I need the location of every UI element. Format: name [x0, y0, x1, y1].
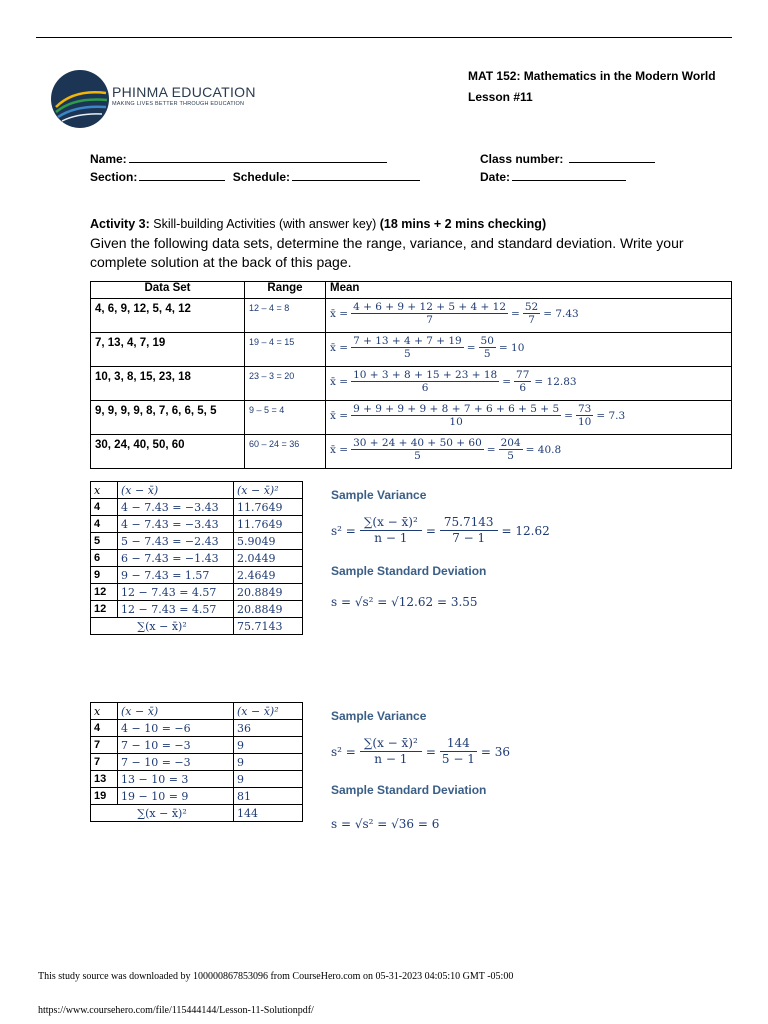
x-cell: 7 — [91, 737, 118, 754]
x-cell: 6 — [91, 550, 118, 567]
variance-num2-2: 144 — [440, 736, 477, 752]
mean-numerator-2: 52 — [524, 301, 539, 313]
dev-table-header — [91, 482, 303, 499]
variance-den2-2: 5 − 1 — [441, 752, 475, 766]
variance-fraction-values-2 — [440, 736, 477, 767]
equals-sign: = — [425, 523, 436, 538]
mean-result: = 10 — [498, 341, 525, 354]
table-row — [91, 499, 303, 516]
sum-label: ∑(x − x̄)² — [91, 618, 234, 635]
course-title: MAT 152: Mathematics in the Modern World — [468, 69, 716, 83]
section-line[interactable] — [139, 169, 225, 181]
sum-row — [91, 618, 303, 635]
date-label: Date: — [480, 170, 511, 184]
mean-fraction-simplified — [479, 335, 496, 360]
x-cell: 12 — [91, 601, 118, 618]
mean-numerator-2: 73 — [577, 403, 592, 415]
deviation-cell: 12 − 7.43 = 4.57 — [118, 601, 234, 618]
mean-fraction — [351, 301, 508, 326]
schedule-label: Schedule: — [232, 170, 291, 184]
mean-result: = 7.3 — [596, 409, 626, 422]
deviation-cell: 4 − 7.43 = −3.43 — [118, 499, 234, 516]
squared-cell: 9 — [234, 771, 303, 788]
date-field — [480, 169, 626, 184]
data-set-cell: 4, 6, 9, 12, 5, 4, 12 — [91, 299, 245, 333]
squared-cell: 9 — [234, 754, 303, 771]
range-cell: 60 – 24 = 36 — [245, 435, 326, 469]
mean-fraction-simplified — [576, 403, 593, 428]
class-number-field — [480, 151, 655, 166]
xbar-symbol: x̄ = — [330, 409, 349, 422]
download-notice: This study source was downloaded by 100000867853096 from CourseHero.com on 05-31-2023 04:05:10 GMT -05:00 — [38, 971, 514, 982]
variance-den-1: n − 1 — [374, 531, 408, 545]
mean-result: = 40.8 — [525, 443, 562, 456]
table-row — [91, 516, 303, 533]
x-cell: 7 — [91, 754, 118, 771]
equals-sign: = — [486, 443, 496, 456]
squared-cell: 11.7649 — [234, 499, 303, 516]
mean-fraction-simplified — [499, 437, 523, 462]
squared-cell: 81 — [234, 788, 303, 805]
mean-numerator-2: 77 — [516, 369, 530, 381]
xbar-symbol: x̄ = — [330, 341, 349, 354]
equals-sign: = — [511, 307, 520, 320]
variance-den2-1: 7 − 1 — [452, 531, 486, 545]
deviation-cell: 4 − 10 = −6 — [118, 720, 234, 737]
sd-title-2: Sample Standard Deviation — [331, 783, 487, 797]
phinma-logo-icon — [50, 67, 110, 131]
range-cell: 19 – 4 = 15 — [245, 333, 326, 367]
header-x: x — [91, 703, 118, 720]
mean-numerator: 7 + 13 + 4 + 7 + 19 — [353, 335, 462, 347]
mean-denominator: 6 — [421, 382, 429, 394]
mean-denominator-2: 5 — [483, 348, 491, 360]
data-set-cell: 7, 13, 4, 7, 19 — [91, 333, 245, 367]
x-cell: 19 — [91, 788, 118, 805]
deviation-cell: 9 − 7.43 = 1.57 — [118, 567, 234, 584]
mean-cell — [326, 367, 732, 401]
lesson-number: Lesson #11 — [468, 90, 533, 104]
deviation-cell: 19 − 10 = 9 — [118, 788, 234, 805]
sd-formula-2: s = √s² = √36 = 6 — [331, 817, 440, 831]
squared-cell: 11.7649 — [234, 516, 303, 533]
x-cell: 4 — [91, 499, 118, 516]
squared-cell: 9 — [234, 737, 303, 754]
header-deviation: (x − x̄) — [118, 703, 234, 720]
x-cell: 9 — [91, 567, 118, 584]
mean-denominator: 10 — [449, 416, 463, 428]
mean-denominator: 5 — [414, 450, 421, 462]
header-squared: (x − x̄)² — [234, 482, 303, 499]
x-cell: 5 — [91, 533, 118, 550]
x-cell: 12 — [91, 584, 118, 601]
variance-den-2: n − 1 — [374, 752, 408, 766]
deviation-table-2 — [90, 702, 303, 822]
deviation-cell: 13 − 10 = 3 — [118, 771, 234, 788]
variance-fraction-2 — [360, 736, 422, 767]
header-range: Range — [245, 282, 326, 299]
x-cell: 4 — [91, 720, 118, 737]
mean-numerator: 30 + 24 + 40 + 50 + 60 — [353, 437, 482, 449]
activity-instructions: Given the following data sets, determine the range, variance, and standard deviation. Write your complete solution at the back of this page. — [90, 235, 684, 270]
mean-fraction — [351, 335, 464, 360]
variance-lhs-1: s² = — [331, 523, 356, 538]
table-row — [91, 435, 732, 469]
variance-num2-1: 75.7143 — [440, 515, 498, 531]
mean-denominator-2: 10 — [577, 416, 592, 428]
section-field — [90, 169, 420, 184]
mean-fraction-simplified — [514, 369, 531, 394]
header-squared: (x − x̄)² — [234, 703, 303, 720]
squared-cell: 20.8849 — [234, 584, 303, 601]
data-set-cell: 10, 3, 8, 15, 23, 18 — [91, 367, 245, 401]
deviation-cell: 5 − 7.43 = −2.43 — [118, 533, 234, 550]
mean-numerator-2: 50 — [480, 335, 494, 347]
mean-result: = 7.43 — [543, 307, 579, 320]
mean-numerator: 4 + 6 + 9 + 12 + 5 + 4 + 12 — [353, 301, 507, 313]
variance-title-2: Sample Variance — [331, 709, 427, 723]
deviation-cell: 4 − 7.43 = −3.43 — [118, 516, 234, 533]
xbar-symbol: x̄ = — [330, 443, 349, 456]
header-data-set: Data Set — [91, 282, 245, 299]
class-number-label: Class number: — [480, 152, 564, 166]
table-row — [91, 771, 303, 788]
variance-formula-1 — [331, 515, 550, 546]
variance-title-1: Sample Variance — [331, 488, 427, 502]
sum-value: 75.7143 — [234, 618, 303, 635]
activity-label: Activity 3: — [90, 217, 150, 231]
equals-sign: = — [564, 409, 573, 422]
mean-cell — [326, 299, 732, 333]
squared-cell: 2.0449 — [234, 550, 303, 567]
table-row — [91, 567, 303, 584]
table-row — [91, 550, 303, 567]
xbar-symbol: x̄ = — [330, 307, 349, 320]
dev-table-header — [91, 703, 303, 720]
squared-cell: 20.8849 — [234, 601, 303, 618]
range-cell: 23 – 3 = 20 — [245, 367, 326, 401]
name-line[interactable] — [129, 151, 387, 163]
deviation-cell: 7 − 10 = −3 — [118, 737, 234, 754]
header-deviation: (x − x̄) — [118, 482, 234, 499]
schedule-line[interactable] — [292, 169, 420, 181]
logo-name: PHINMA EDUCATION — [112, 84, 256, 100]
table-row — [91, 788, 303, 805]
mean-fraction — [351, 369, 499, 394]
table-row — [91, 737, 303, 754]
name-label: Name: — [90, 152, 127, 166]
mean-cell — [326, 401, 732, 435]
mean-denominator-2: 6 — [519, 382, 527, 394]
equals-sign: = — [502, 375, 512, 388]
mean-cell — [326, 435, 732, 469]
table-row — [91, 299, 732, 333]
mean-result: = 12.83 — [534, 375, 577, 388]
range-cell: 9 – 5 = 4 — [245, 401, 326, 435]
x-cell: 13 — [91, 771, 118, 788]
equals-sign: = — [466, 341, 476, 354]
variance-lhs-2: s² = — [331, 744, 356, 759]
section-label: Section: — [90, 170, 138, 184]
name-field — [90, 151, 387, 166]
sum-value: 144 — [234, 805, 303, 822]
equals-sign: = — [425, 744, 436, 759]
mean-denominator: 5 — [404, 348, 411, 360]
mean-denominator-2: 5 — [507, 450, 514, 462]
activity-time: (18 mins + 2 mins checking) — [379, 217, 547, 231]
table-row — [91, 720, 303, 737]
mean-denominator-2: 7 — [528, 314, 535, 326]
variance-result-1: = 12.62 — [501, 523, 550, 538]
variance-fraction-values-1 — [440, 515, 498, 546]
sum-label: ∑(x − x̄)² — [91, 805, 234, 822]
class-number-line[interactable] — [569, 151, 655, 163]
sd-title-1: Sample Standard Deviation — [331, 564, 487, 578]
date-line[interactable] — [512, 169, 626, 181]
header-x: x — [91, 482, 118, 499]
deviation-cell: 7 − 10 = −3 — [118, 754, 234, 771]
squared-cell: 36 — [234, 720, 303, 737]
x-cell: 4 — [91, 516, 118, 533]
mean-numerator-2: 204 — [500, 437, 521, 449]
mean-numerator: 9 + 9 + 9 + 9 + 8 + 7 + 6 + 6 + 5 + 5 — [353, 403, 560, 415]
mean-denominator: 7 — [426, 314, 433, 326]
deviation-cell: 6 − 7.43 = −1.43 — [118, 550, 234, 567]
source-url[interactable]: https://www.coursehero.com/file/115444144/Lesson-11-Solutionpdf/ — [38, 1005, 314, 1016]
deviation-cell: 12 − 7.43 = 4.57 — [118, 584, 234, 601]
data-set-cell: 30, 24, 40, 50, 60 — [91, 435, 245, 469]
mean-fraction-simplified — [523, 301, 540, 326]
sd-formula-1: s = √s² = √12.62 = 3.55 — [331, 595, 478, 609]
table-row — [91, 401, 732, 435]
squared-cell: 2.4649 — [234, 567, 303, 584]
variance-formula-2 — [331, 736, 510, 767]
range-cell: 12 – 4 = 8 — [245, 299, 326, 333]
mean-fraction — [351, 403, 561, 428]
xbar-symbol: x̄ = — [330, 375, 349, 388]
variance-result-2: = 36 — [480, 744, 510, 759]
variance-fraction-1 — [360, 515, 422, 546]
table-row — [91, 754, 303, 771]
variance-num-1: ∑(x − x̄)² — [360, 515, 422, 531]
table-row — [91, 333, 732, 367]
deviation-table-1 — [90, 481, 303, 635]
table-row — [91, 533, 303, 550]
logo-tagline: MAKING LIVES BETTER THROUGH EDUCATION — [112, 101, 245, 107]
squared-cell: 5.9049 — [234, 533, 303, 550]
sum-row — [91, 805, 303, 822]
activity-heading — [90, 217, 546, 231]
mean-fraction — [351, 437, 484, 462]
mean-cell — [326, 333, 732, 367]
mean-numerator: 10 + 3 + 8 + 15 + 23 + 18 — [353, 369, 498, 381]
variance-num-2: ∑(x − x̄)² — [360, 736, 422, 752]
table-row — [91, 367, 732, 401]
table-header — [91, 282, 732, 299]
data-set-table — [90, 281, 732, 469]
header-mean: Mean — [326, 282, 732, 299]
top-rule — [36, 37, 732, 38]
table-row — [91, 584, 303, 601]
data-set-cell: 9, 9, 9, 9, 8, 7, 6, 6, 5, 5 — [91, 401, 245, 435]
table-row — [91, 601, 303, 618]
activity-title: Skill-building Activities (with answer key) — [153, 217, 377, 231]
